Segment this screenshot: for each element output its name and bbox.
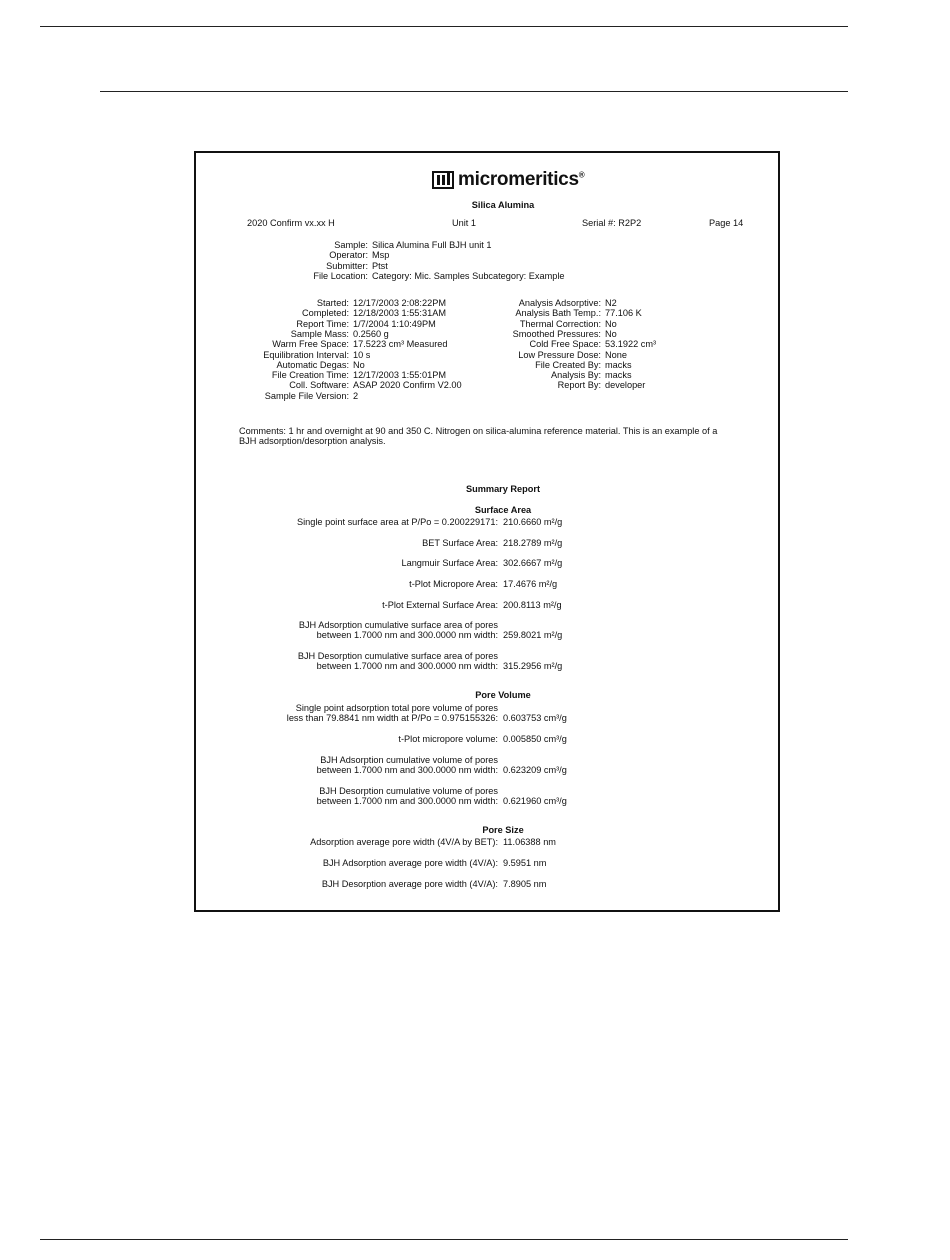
summary-value: 0.621960 cm³/g [503,796,567,806]
summary-label: BJH Desorption average pore width (4V/A): [321,879,498,889]
summary-label: between 1.7000 nm and 300.0000 nm width: [316,661,498,671]
summary-value: 0.005850 cm³/g [503,734,567,744]
run-detail-label: Warm Free Space: [272,339,349,350]
run-detail-label: Analysis By: [550,370,601,381]
summary-label: between 1.7000 nm and 300.0000 nm width: [316,796,498,806]
run-detail-value: N2 [605,298,617,308]
run-detail-value: 53.1922 cm³ [605,339,657,350]
summary-value: 0.603753 cm³/g [503,713,567,723]
summary-label: between 1.7000 nm and 300.0000 nm width: [316,765,498,775]
run-detail-label: Analysis Adsorptive: [518,298,601,308]
summary-label: BJH Adsorption cumulative volume of pores [320,754,498,765]
sample-info-label: File Location: [313,270,368,281]
report-figure [194,151,780,912]
run-detail-value: 1/7/2004 1:10:49PM [353,318,436,329]
summary-value: 200.8113 m²/g [503,600,562,610]
run-detail-value: 10 s [353,349,371,360]
run-detail-value: 12/17/2003 1:55:01PM [353,370,446,381]
summary-label: BJH Adsorption average pore width (4V/A): [322,858,498,868]
run-detail-label: Low Pressure Dose: [518,349,601,360]
run-detail-value: No [605,318,617,329]
run-detail-value: No [605,328,617,339]
run-detail-value: 2 [353,390,359,401]
run-detail-label: Analysis Bath Temp.: [515,308,601,319]
run-detail-value: 0.2560 g [353,328,389,339]
run-detail-value: 77.106 K [605,308,642,319]
summary-label: BJH Desorption cumulative volume of pores [319,785,498,796]
run-detail-value: No [353,359,365,370]
surface-area-heading: Surface Area [474,505,532,515]
pore-size-heading: Pore Size [482,825,524,835]
logo-wordmark: micromeritics® [458,169,585,190]
run-detail-label: File Creation Time: [271,370,349,381]
run-detail-label: Sample File Version: [264,390,349,401]
run-detail-label: Equilibration Interval: [263,349,349,360]
summary-report-heading: Summary Report [465,484,541,494]
summary-value: 9.5951 nm [503,858,547,868]
sample-info-label: Sample: [334,240,368,250]
micromeritics-logo-icon [432,171,454,189]
run-detail-label: Started: [316,298,349,308]
summary-value: 17.4676 m²/g [503,579,558,589]
page-number: Page 14 [709,218,744,228]
bottom-rule [40,1239,848,1240]
summary-label: Single point adsorption total pore volume of pores [295,702,498,713]
sample-info-value: Category: Mic. Samples Subcategory: Example [372,270,565,281]
pore-volume-heading: Pore Volume [475,690,531,700]
summary-value: 315.2956 m²/g [503,661,563,671]
run-detail-label: Coll. Software: [289,380,349,391]
sample-info-label: Operator: [329,250,368,261]
run-detail-label: Sample Mass: [290,328,349,339]
summary-value: 210.6660 m²/g [503,517,563,527]
summary-value: 302.6667 m²/g [503,558,563,568]
summary-label: Single point surface area at P/Po = 0.200229171: [297,517,498,527]
summary-value: 259.8021 m²/g [503,630,563,640]
summary-label: BJH Desorption cumulative surface area of pores [297,650,498,661]
run-detail-value: developer [605,380,646,391]
top-rule [40,26,848,27]
micromeritics-logo [432,169,584,191]
summary-label: t-Plot External Surface Area: [382,600,498,610]
run-detail-value: macks [605,359,632,370]
summary-label: Langmuir Surface Area: [401,558,498,568]
header-rule [100,91,848,92]
run-detail-label: Report By: [557,380,601,391]
sample-info-value: Msp [372,250,390,261]
run-detail-label: File Created By: [535,359,601,370]
run-detail-label: Report Time: [296,318,349,329]
summary-value: 11.06388 nm [503,837,556,847]
run-detail-label: Automatic Degas: [276,359,349,370]
unit-label: Unit 1 [452,218,477,228]
summary-label: t-Plot micropore volume: [398,734,498,744]
summary-label: less than 79.8841 nm width at P/Po = 0.975155326: [286,713,498,723]
run-detail-value: macks [605,370,632,381]
sample-info-value: Ptst [372,260,388,271]
run-detail-value: None [605,349,627,360]
summary-value: 7.8905 nm [503,879,547,889]
run-detail-value: 12/18/2003 1:55:31AM [353,308,446,319]
sample-info-value: Silica Alumina Full BJH unit 1 [372,240,492,250]
run-detail-label: Thermal Correction: [519,318,601,329]
comments-line-1: Comments: 1 hr and overnight at 90 and 350 C. Nitrogen on silica-alumina reference material. This is an example of a [239,426,718,436]
summary-label: BET Surface Area: [422,538,498,548]
run-detail-label: Completed: [302,308,349,319]
run-detail-value: 12/17/2003 2:08:22PM [353,298,446,308]
run-detail-label: Smoothed Pressures: [512,328,601,339]
summary-value: 218.2789 m²/g [503,538,563,548]
summary-label: t-Plot Micropore Area: [409,579,498,589]
summary-label: Adsorption average pore width (4V/A by BET): [310,837,498,847]
run-detail-value: ASAP 2020 Confirm V2.00 [353,380,462,391]
comments-line-2: BJH adsorption/desorption analysis. [239,436,386,446]
summary-label: BJH Adsorption cumulative surface area of pores [298,619,498,630]
sample-info-label: Submitter: [326,260,368,271]
run-detail-label: Cold Free Space: [529,339,601,350]
report-title: Silica Alumina [471,200,535,210]
run-detail-value: 17.5223 cm³ Measured [353,339,448,350]
software-version: 2020 Confirm vx.xx H [247,218,335,228]
summary-value: 0.623209 cm³/g [503,765,567,775]
summary-label: between 1.7000 nm and 300.0000 nm width: [316,630,498,640]
serial-number: Serial #: R2P2 [582,218,642,228]
